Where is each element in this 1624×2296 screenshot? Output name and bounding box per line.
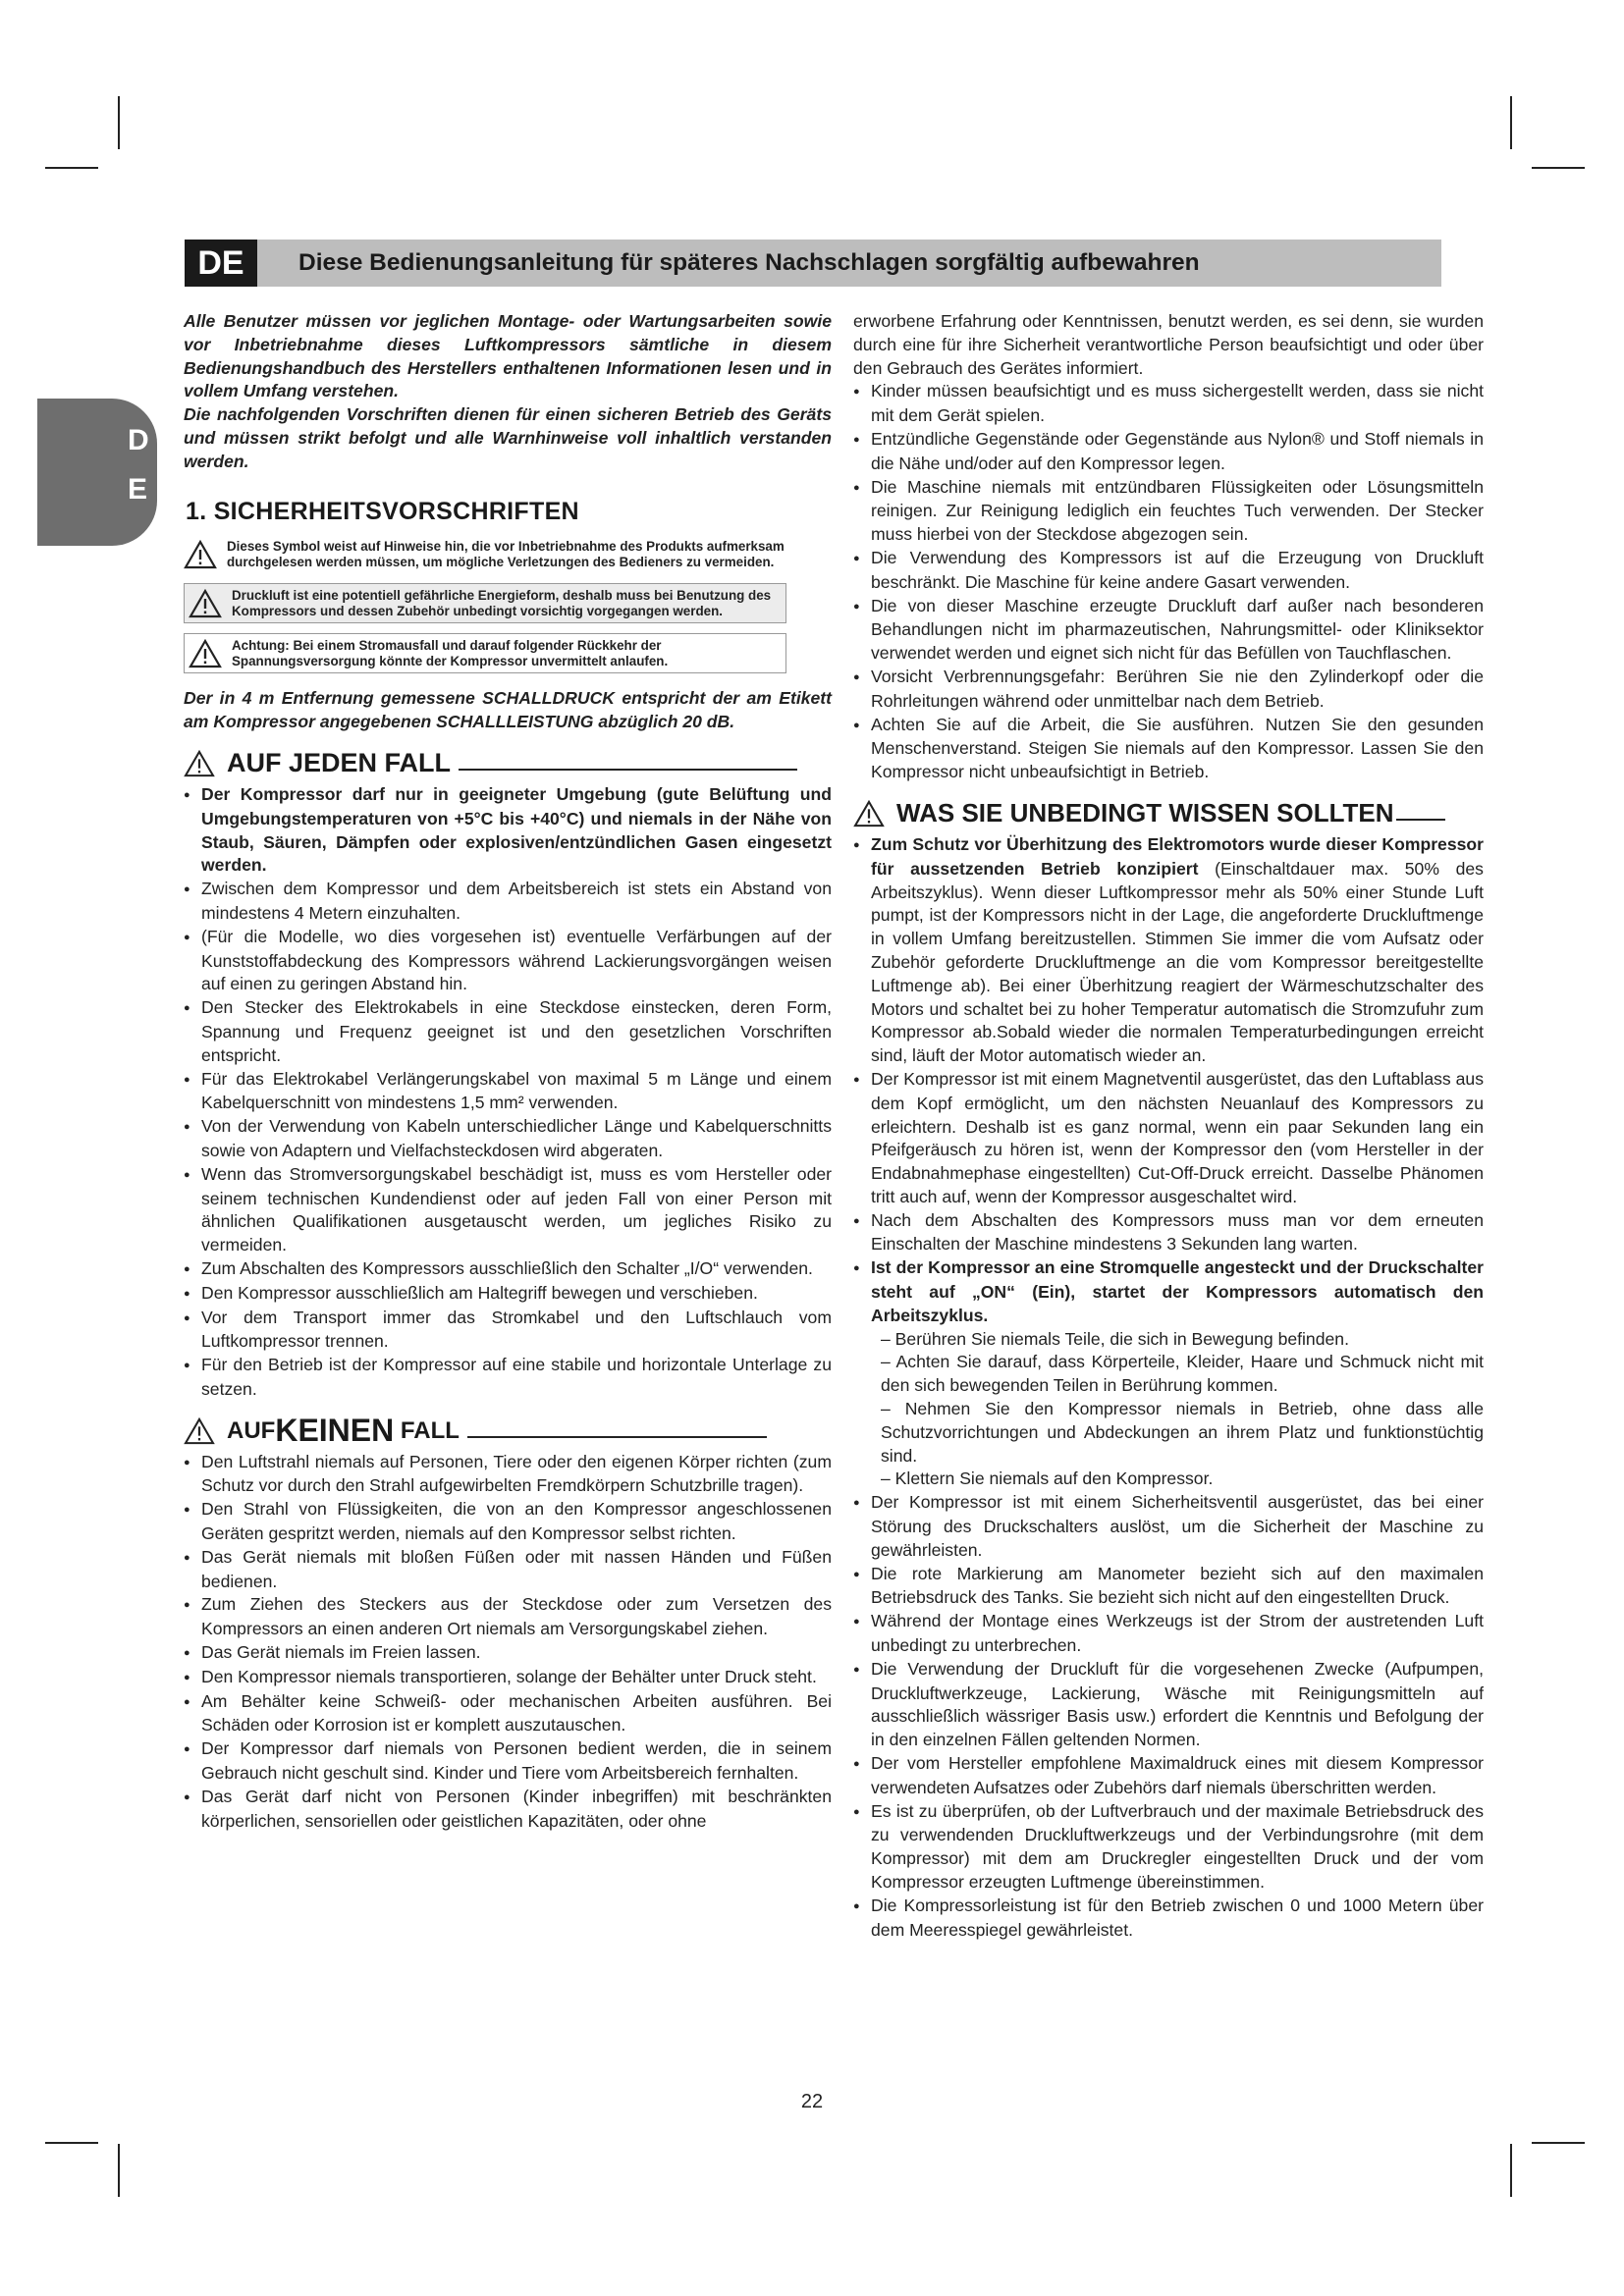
- subsection-title: [853, 800, 1484, 828]
- right-column: [853, 310, 1484, 1942]
- list-item: ● Ist der Kompressor an eine Stromquelle angesteckt und der Druckschalter steht auf „ON“ (Ein), startet der Kompressors automatisch den Arbeitszyklus.: [853, 1256, 1484, 1327]
- language-side-tab: [37, 399, 157, 546]
- warning-triangle-icon: [184, 540, 217, 569]
- language-badge: DE: [185, 240, 257, 287]
- bold-text: Zum Schutz vor Überhitzung des Elektromotors wurde dieser Kompressor für aussetzenden Betrieb konzipiert: [871, 833, 1484, 879]
- crop-mark: [118, 2144, 120, 2197]
- subsection-title-text: WAS SIE UNBEDINGT WISSEN SOLLTEN: [896, 798, 1394, 828]
- dash-item: – Nehmen Sie den Kompressor niemals in Betrieb, ohne dass alle Schutzvorrichtungen und Abdeckungen an ihrem Platz und funktionstüchtig sind.: [881, 1399, 1484, 1466]
- title-rule: [459, 769, 797, 771]
- warning-triangle-icon: [184, 1417, 215, 1445]
- title-rule: [1396, 819, 1445, 821]
- list-item: ● (Für die Modelle, wo dies vorgesehen ist) eventuelle Verfärbungen auf der Kunststoffabdeckung des Kompressors während Lackierungsvorgängen weisen auf einen zu geringen Abstand hin.: [184, 926, 832, 996]
- paragraph: erworbene Erfahrung oder Kenntnissen, benutzt werden, es sei denn, sie wurden durch eine für ihre Sicherheit verantwortliche Person beaufsichtigt und oder über den Gebrauch des Gerätes informiert.: [853, 311, 1484, 378]
- dash-item: – Achten Sie darauf, dass Körperteile, Kleider, Haare und Schmuck nicht mit den sich bewegenden Teilen in Berührung kommen.: [881, 1352, 1484, 1396]
- subsection-title: [184, 1412, 832, 1448]
- list-item: ● Der Kompressor darf niemals von Personen bedient werden, die in seinem Gebrauch nicht geschult sind. Kinder und Tiere vom Arbeitsbereich fernhalten.: [184, 1737, 832, 1786]
- list-item: ● Von der Verwendung von Kabeln unterschiedlicher Länge und Kabelquerschnitts sowie von Adaptern und Vielfachsteckdosen wird abgeraten.: [184, 1115, 832, 1163]
- crop-mark: [1532, 167, 1585, 169]
- intro-paragraph: Alle Benutzer müssen vor jeglichen Montage- oder Wartungsarbeiten sowie vor Inbetriebnahme dieses Luftkompressors sämtliche in diesem Bedienungshandbuch des Herstellers enthaltenen Informationen lesen und in vollem Umfang verstehen.: [184, 311, 832, 401]
- warning-triangle-icon: [189, 589, 222, 618]
- page-number: 22: [800, 2091, 824, 2112]
- crop-mark: [45, 167, 98, 169]
- list-item: ● Wenn das Stromversorgungskabel beschädigt ist, muss es vom Hersteller oder seinem technischen Kundendienst oder auf jeden Fall von einer Person mit ähnlichen Qualifikationen ausgetauscht werden, um jegliches Risiko zu vermeiden.: [184, 1163, 832, 1257]
- list-item: ● Zwischen dem Kompressor und dem Arbeitsbereich ist stets ein Abstand von mindestens 4 Metern einzuhalten.: [184, 878, 832, 926]
- list-item: ● Die rote Markierung am Manometer bezieht sich auf den maximalen Betriebsdruck des Tanks. Sie bezieht sich nicht auf den eingestellten Druck.: [853, 1563, 1484, 1611]
- dash-item: – Klettern Sie niemals auf den Kompressor.: [881, 1468, 1214, 1489]
- list-item: ● Die Verwendung des Kompressors ist auf die Erzeugung von Druckluft beschränkt. Die Maschine für keine andere Gasart verwenden.: [853, 547, 1484, 595]
- title-rule: [467, 1436, 767, 1438]
- list-item: ● Zum Abschalten des Kompressors ausschließlich den Schalter „I/O“ verwenden.: [184, 1257, 832, 1282]
- warning-box: [184, 633, 786, 673]
- side-tab-letter: E: [128, 473, 148, 506]
- list-item: ● Der vom Hersteller empfohlene Maximaldruck eines mit diesem Kompressor verwendeten Aufsatzes oder Zubehörs darf niemals überschritten werden.: [853, 1752, 1484, 1800]
- list-item: ● Das Gerät niemals mit bloßen Füßen oder mit nassen Händen und Füßen bedienen.: [184, 1546, 832, 1594]
- subsection-title-text: AUF: [227, 1416, 276, 1444]
- list-item: ● Achten Sie auf die Arbeit, die Sie ausführen. Nutzen Sie den gesunden Menschenverstand. Steigen Sie niemals auf den Kompressor. Lassen Sie den Kompressor nicht unbeaufsichtigt in Betrieb.: [853, 714, 1484, 784]
- warning-text: Druckluft ist eine potentiell gefährliche Energieform, deshalb muss bei Benutzung des Kompressors und dessen Zubehör unbedingt vorsichtig vorgegangen werden.: [232, 588, 772, 618]
- list-item: ● Während der Montage eines Werkzeugs ist der Strom der austretenden Luft unbedingt zu unterbrechen.: [853, 1610, 1484, 1658]
- list-item: ● Nach dem Abschalten des Kompressors muss man vor dem erneuten Einschalten der Maschine mindestens 3 Sekunden lang warten.: [853, 1209, 1484, 1257]
- crop-mark: [118, 96, 120, 149]
- crop-mark: [1510, 2144, 1512, 2197]
- header-bar: [185, 240, 1441, 287]
- warning-text: Dieses Symbol weist auf Hinweise hin, die vor Inbetriebnahme des Produkts aufmerksam durchgelesen werden müssen, um mögliche Verletzungen des Bedieners zu vermeiden.: [227, 539, 785, 569]
- list-item: ● Kinder müssen beaufsichtigt und es muss sichergestellt werden, dass sie nicht mit dem Gerät spielen.: [853, 380, 1484, 428]
- dash-item: – Berühren Sie niemals Teile, die sich in Bewegung befinden.: [881, 1328, 1349, 1349]
- list-item: ● Die Maschine niemals mit entzündbaren Flüssigkeiten oder Lösungsmitteln reinigen. Zur Reinigung lediglich ein feuchtes Tuch verwenden. Der Stecker muss hierbei von der Steckdose abgezogen sein.: [853, 476, 1484, 547]
- warning-text: Achtung: Bei einem Stromausfall und darauf folgender Rückkehr der Spannungsversorgung könnte der Kompressor unvermittelt anlaufen.: [232, 638, 669, 668]
- warning-triangle-icon: [184, 750, 215, 777]
- subsection-title-text: FALL: [394, 1416, 460, 1444]
- crop-mark: [1532, 2142, 1585, 2144]
- intro-paragraph: Die nachfolgenden Vorschriften dienen für einen sicheren Betrieb des Geräts und müssen strikt befolgt und alle Warnhinweise voll inhaltlich verstanden werden.: [184, 404, 832, 471]
- list-item: ● Zum Ziehen des Steckers aus der Steckdose oder zum Versetzen des Kompressors an einen anderen Ort niemals am Versorgungskabel ziehen.: [184, 1593, 832, 1641]
- warning-note: [184, 539, 832, 569]
- list-item: ● Vor dem Transport immer das Stromkabel und den Luftschlauch vom Luftkompressor trennen.: [184, 1307, 832, 1355]
- list-item: ● Der Kompressor ist mit einem Magnetventil ausgerüstet, das den Luftablass aus dem Kopf ermöglicht, um den nächsten Neuanlauf des Kompressors zu erleichtern. Deshalb ist es ganz normal, wenn ein paar Sekunden lang ein Pfeifgeräusch zu hören ist, wenn der Kompressor den (vom Hersteller in der Endabnahmephase eingestellten) Cut-Off-Druck erreicht. Dasselbe Phänomen tritt auch auf, wenn der Kompressor ausgeschaltet wird.: [853, 1068, 1484, 1209]
- warning-triangle-icon: [853, 800, 885, 828]
- list-item: ● Die Kompressorleistung ist für den Betrieb zwischen 0 und 1000 Metern über dem Meeresspiegel gewährleistet.: [853, 1895, 1484, 1943]
- list-item: ● Das Gerät darf nicht von Personen (Kinder inbegriffen) mit beschränkten körperlichen, sensoriellen oder geistlichen Kapazitäten, oder ohne: [184, 1786, 832, 1834]
- list-item: ● Das Gerät niemals im Freien lassen.: [184, 1641, 832, 1666]
- crop-mark: [45, 2142, 98, 2144]
- list-item: ● Den Strahl von Flüssigkeiten, die von an den Kompressor angeschlossenen Geräten gespritzt werden, niemals auf den Kompressor selbst richten.: [184, 1498, 832, 1546]
- list-item: ● Den Luftstrahl niemals auf Personen, Tiere oder den eigenen Körper richten (zum Schutz vor durch den Strahl aufgewirbelten Fremdkörpern Schutzbrille tragen).: [184, 1451, 832, 1499]
- list-item: ● Den Kompressor niemals transportieren, solange der Behälter unter Druck steht.: [184, 1666, 832, 1690]
- subsection-title-text: AUF JEDEN FALL: [227, 748, 452, 778]
- list-item: ● Der Kompressor darf nur in geeigneter Umgebung (gute Belüftung und Umgebungstemperaturen von +5°C bis +40°C) und niemals in der Nähe von Staub, Säuren, Dämpfen oder explosiven/entzündlichen Gasen eingesetzt werden.: [184, 783, 832, 878]
- list-item: ● Für das Elektrokabel Verlängerungskabel von maximal 5 m Länge und einem Kabelquerschnitt von mindestens 1,5 mm² verwenden.: [184, 1068, 832, 1116]
- sound-pressure-note: Der in 4 m Entfernung gemessene SCHALLDRUCK entspricht der am Etikett am Kompressor angegebenen SCHALLLEISTUNG abzüglich 20 dB.: [184, 688, 832, 732]
- list-item: ● Am Behälter keine Schweiß- oder mechanischen Arbeiten ausführen. Bei Schäden oder Korrosion ist er komplett auszutauschen.: [184, 1690, 832, 1738]
- section-title: 1. SICHERHEITSVORSCHRIFTEN: [186, 497, 579, 525]
- list-item: ● Die Verwendung der Druckluft für die vorgesehenen Zwecke (Aufpumpen, Druckluftwerkzeuge, Lackierung, Wäsche mit Reinigungsmitteln auf ausschließlich wässriger Basis usw.) erfordert die Kenntnis und Befolgung der in den einzelnen Fällen geltenden Normen.: [853, 1658, 1484, 1752]
- warning-box: [184, 583, 786, 623]
- list-item: ● Für den Betrieb ist der Kompressor auf eine stabile und horizontale Unterlage zu setzen.: [184, 1354, 832, 1402]
- subsection-title: [184, 750, 832, 777]
- list-item: ● Vorsicht Verbrennungsgefahr: Berühren Sie nie den Zylinderkopf oder die Rohrleitungen während oder unmittelbar nach dem Betrieb.: [853, 666, 1484, 714]
- side-tab-letter: D: [128, 424, 149, 456]
- list-item: ● Die von dieser Maschine erzeugte Druckluft darf außer nach besonderen Behandlungen nicht im pharmazeutischen, Nahrungsmittel- oder Kliniksektor verwendet werden und eignet sich nicht für das Befüllen von Tauchflaschen.: [853, 595, 1484, 666]
- crop-mark: [1510, 96, 1512, 149]
- list-item: ● Den Kompressor ausschließlich am Haltegriff bewegen und verschieben.: [184, 1282, 832, 1307]
- list-item: ● Den Stecker des Elektrokabels in eine Steckdose einstecken, deren Form, Spannung und Frequenz geeignet ist und den gesetzlichen Vorschriften entspricht.: [184, 996, 832, 1067]
- warning-triangle-icon: [189, 639, 222, 668]
- list-item: [853, 833, 1484, 1068]
- list-item: ● Entzündliche Gegenstände oder Gegenstände aus Nylon® und Stoff niemals in die Nähe und/oder auf den Kompressor legen.: [853, 428, 1484, 476]
- list-item: ● Der Kompressor ist mit einem Sicherheitsventil ausgerüstet, das bei einer Störung des Druckschalters auslöst, um die Sicherheit der Maschine zu gewährleisten.: [853, 1491, 1484, 1562]
- subsection-title-text: KEINEN: [275, 1412, 395, 1448]
- header-title: Diese Bedienungsanleitung für späteres Nachschlagen sorgfältig aufbewahren: [298, 249, 1200, 276]
- text: (Einschaltdauer max. 50% des Arbeitszyklus). Wenn dieser Luftkompressor mehr als 50% einer Stunde Luft pumpt, ist der Kompressors nicht in der Lage, die angeforderte Druckluftmenge in vollem Umfang bereitzustellen. Stimmen Sie immer die vom Aufsatz oder Zubehör geforderte Druckluftmenge an die vom Kompressor bereitgestellte Luftmenge ab). Bei einer Überhitzung reagiert der Wärmeschutzschalter des Motors und schaltet bei zu hoher Temperatur automatisch die Stromzufuhr zum Kompressor ab.Sobald wieder die normalen Temperaturbedingungen erreicht sind, läuft der Motor automatisch wieder an.: [871, 858, 1484, 1066]
- left-column: [184, 310, 832, 1833]
- list-item: ● Es ist zu überprüfen, ob der Luftverbrauch und der maximale Betriebsdruck des zu verwendenden Druckluftwerkzeugs und der Verbindungsrohre (mit dem Kompressor) mit dem am Druckregler eingestellten Druck und der vom Kompressor erzeugten Luftmenge übereinstimmen.: [853, 1800, 1484, 1895]
